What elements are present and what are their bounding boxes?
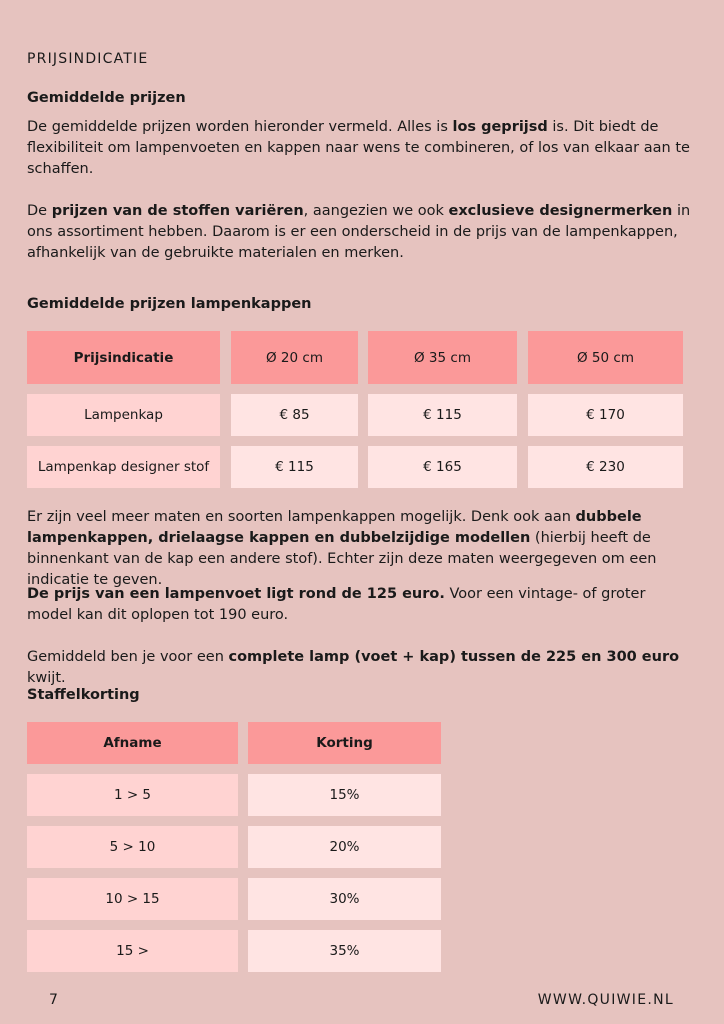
table-cell: 5 > 10 [27, 826, 238, 868]
table-header: Prijsindicatie [27, 331, 220, 384]
fabric-emphasis-1: prijzen van de stoffen variëren [51, 203, 304, 219]
sizes-text-1: Er zijn veel meer maten en soorten lampenkappen mogelijk. Denk ook aan [27, 509, 576, 525]
table-header: Ø 50 cm [528, 331, 683, 384]
table-cell: 35% [248, 930, 441, 972]
complete-emphasis: complete lamp (voet + kap) tussen de 225 en 300 euro [228, 649, 680, 665]
fabric-text-1: De [27, 203, 52, 219]
table-header: Ø 35 cm [368, 331, 517, 384]
table-header: Afname [27, 722, 238, 764]
lampbase-paragraph [27, 584, 692, 626]
table-cell: € 85 [231, 394, 358, 436]
table-cell: 1 > 5 [27, 774, 238, 816]
fabric-text-2: , aangezien we ook [303, 203, 449, 219]
website-url: WWW.QUIWIE.NL [537, 992, 674, 1008]
intro-emphasis: los geprijsd [452, 119, 548, 135]
table-cell: 20% [248, 826, 441, 868]
lampbase-text: Voor een vintage- of groter model kan dit oplopen tot 190 euro. [27, 586, 646, 623]
table-cell: 15 > [27, 930, 238, 972]
table-cell: 10 > 15 [27, 878, 238, 920]
table-cell: € 115 [231, 446, 358, 488]
fabric-text-3: in ons assortiment hebben. Daarom is er een onderscheid in de prijs van de lampenkappen, afhankelijk van de gebruikte materialen en merken. [27, 203, 691, 261]
complete-text-1: Gemiddeld ben je voor een [27, 649, 229, 665]
sizes-emphasis: dubbele lampenkappen, drielaagse kappen en dubbelzijdige modellen [27, 509, 642, 546]
page-number: 7 [49, 992, 58, 1008]
intro-paragraph [27, 117, 692, 180]
complete-lamp-paragraph [27, 647, 692, 689]
sizes-text-2: (hierbij heeft de binnenkant van de kap een andere stof). Echter zijn deze maten weergegeven om een indicatie te geven. [27, 530, 657, 588]
intro-text-2: is. Dit biedt de flexibiliteit om lampenvoeten en kappen naar wens te combineren, of los van elkaar aan te schaffen. [27, 119, 690, 177]
section-label: PRIJSINDICATIE [27, 51, 149, 67]
table-cell: 15% [248, 774, 441, 816]
table-cell: € 170 [528, 394, 683, 436]
table-cell: Lampenkap designer stof [27, 446, 220, 488]
sizes-paragraph [27, 507, 692, 591]
discount-heading: Staffelkorting [27, 687, 140, 703]
fabric-paragraph [27, 201, 692, 264]
table-cell: 30% [248, 878, 441, 920]
fabric-emphasis-2: exclusieve designermerken [448, 203, 673, 219]
complete-text-2: kwijt. [27, 670, 66, 686]
table-cell: € 230 [528, 446, 683, 488]
table-cell: € 165 [368, 446, 517, 488]
shades-heading: Gemiddelde prijzen lampenkappen [27, 296, 312, 312]
table-cell: € 115 [368, 394, 517, 436]
intro-text-1: De gemiddelde prijzen worden hieronder vermeld. Alles is [27, 119, 453, 135]
table-cell: Lampenkap [27, 394, 220, 436]
avg-prices-heading: Gemiddelde prijzen [27, 90, 186, 106]
table-header: Ø 20 cm [231, 331, 358, 384]
table-header: Korting [248, 722, 441, 764]
lampbase-emphasis: De prijs van een lampenvoet ligt rond de 125 euro. [27, 586, 445, 602]
